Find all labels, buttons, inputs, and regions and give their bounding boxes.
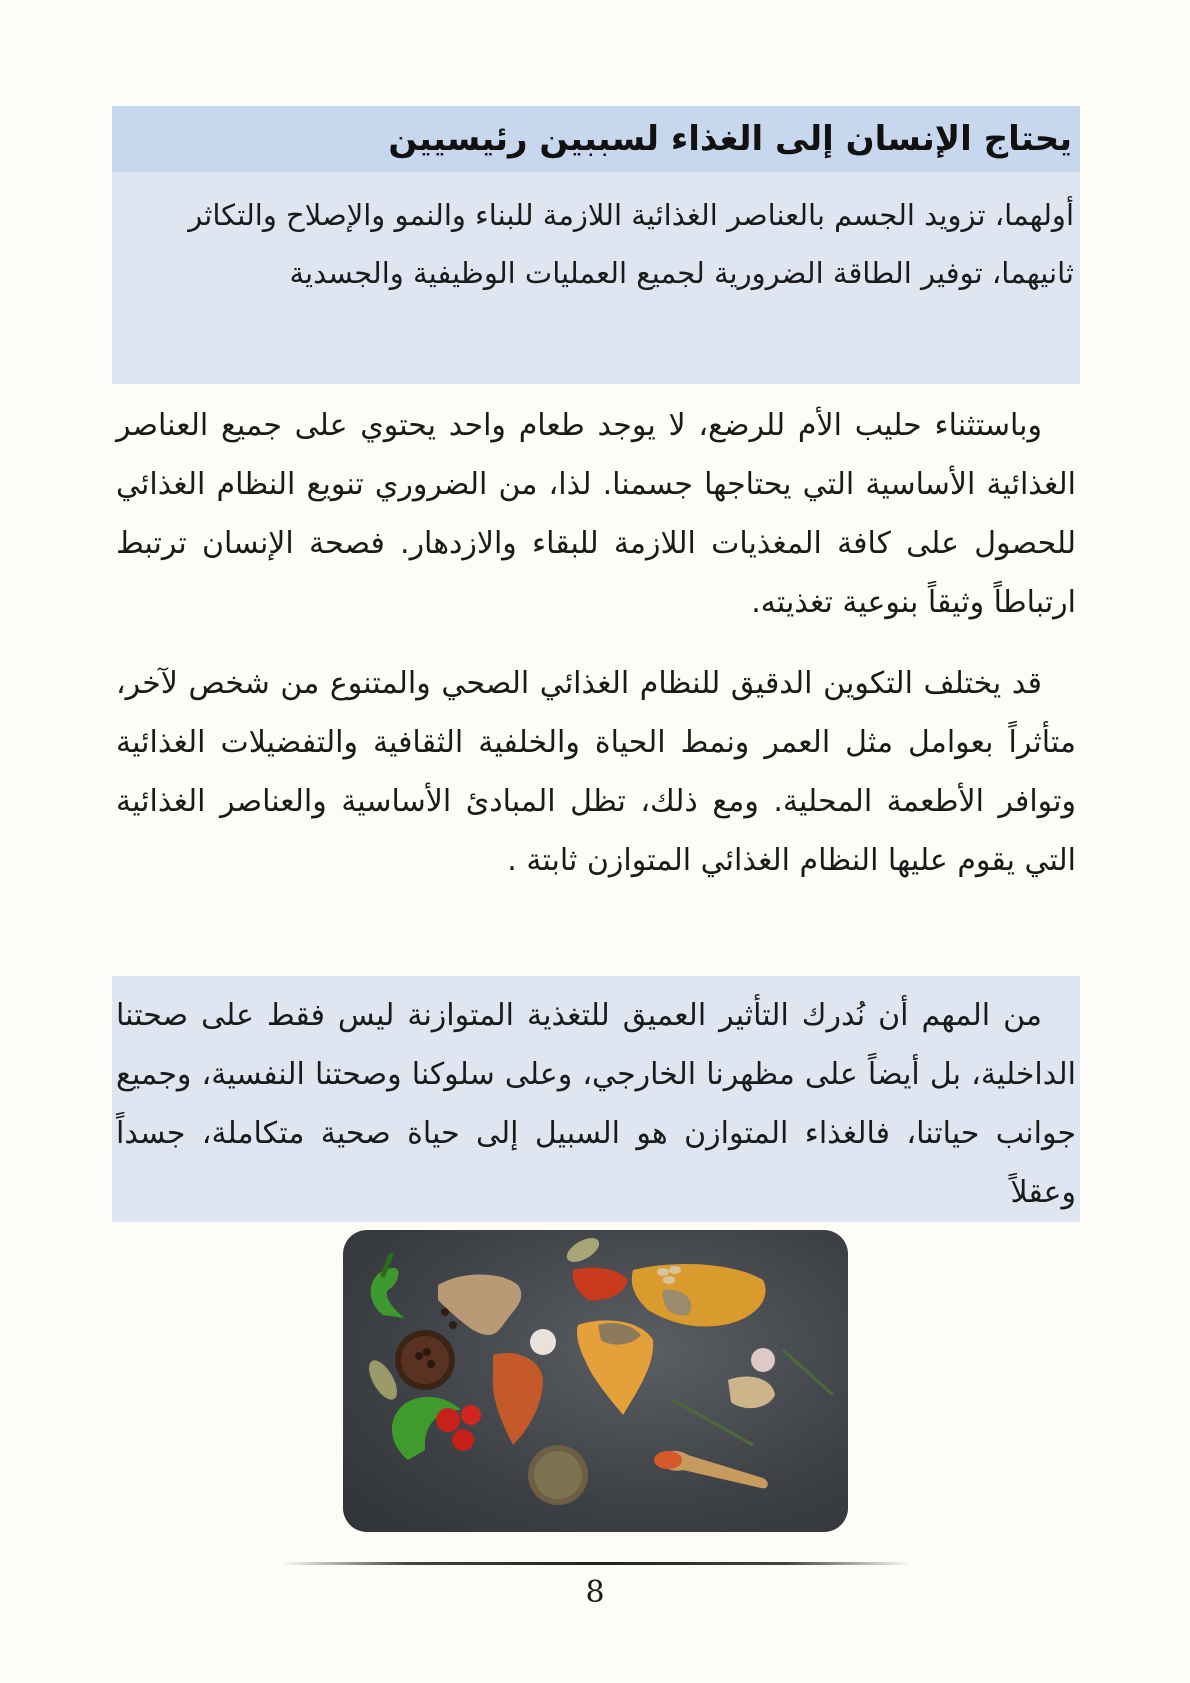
spices-world-map-photo [343,1230,848,1532]
south-america-spice [493,1353,543,1445]
highlight-box [112,976,1080,1222]
highlight-text: من المهم أن نُدرك التأثير العميق للتغذية المتوازنة ليس فقط على صحتنا الداخلية، بل أيضاً على مظهرنا الخارجي، وعلى سلوكنا وصحتنا النفسية، وجميع جوانب حياتنا، فالغذاء المتوازن هو السبيل إلى حياة صحية متكاملة، جسداً وعقلاً [116,998,1076,1210]
paragraph-1-block [112,396,1080,632]
green-pepper-top [371,1268,405,1318]
reasons-box [112,172,1080,384]
paragraph-2-block [112,654,1080,890]
reason-first: أولهما، تزويد الجسم بالعناصر الغذائية اللازمة للبناء والنمو والإصلاح والتكاثر [188,198,1074,232]
garlic-icon [530,1329,556,1355]
tomato-icon [436,1408,460,1432]
page-title: يحتاج الإنسان إلى الغذاء لسببين رئيسيين [388,119,1072,159]
spices-illustration [343,1230,848,1532]
paragraph-2: قد يختلف التكوين الدقيق للنظام الغذائي الصحي والمتنوع من شخص لآخر، متأثراً بعوامل مثل العمر ونمط الحياة والخلفية الثقافية والتفضيلات الغذائية وتوافر الأطعمة المحلية. ومع ذلك، تظل المبادئ الأساسية والعناصر الغذائية التي يقوم عليها النظام الغذائي المتوازن ثابتة . [116,666,1076,878]
heading-bar [112,106,1080,172]
page-number: 8 [585,1575,605,1610]
australia-spice [728,1376,775,1408]
paragraph-1: وباستثناء حليب الأم للرضع، لا يوجد طعام واحد يحتوي على جميع العناصر الغذائية الأساسية التي يحتاجها جسمنا. لذا، من الضروري تنويع النظام الغذائي للحصول على كافة المغذيات اللازمة للبقاء والازدهار. فصحة الإنسان ترتبط ارتباطاً وثيقاً بنوعية تغذيته. [116,408,1076,620]
europe-spice [573,1268,628,1301]
reason-second: ثانيهما، توفير الطاقة الضرورية لجميع العمليات الوظيفية والجسدية [289,256,1074,290]
asia-spice [632,1264,766,1327]
footer-divider [282,1562,912,1565]
